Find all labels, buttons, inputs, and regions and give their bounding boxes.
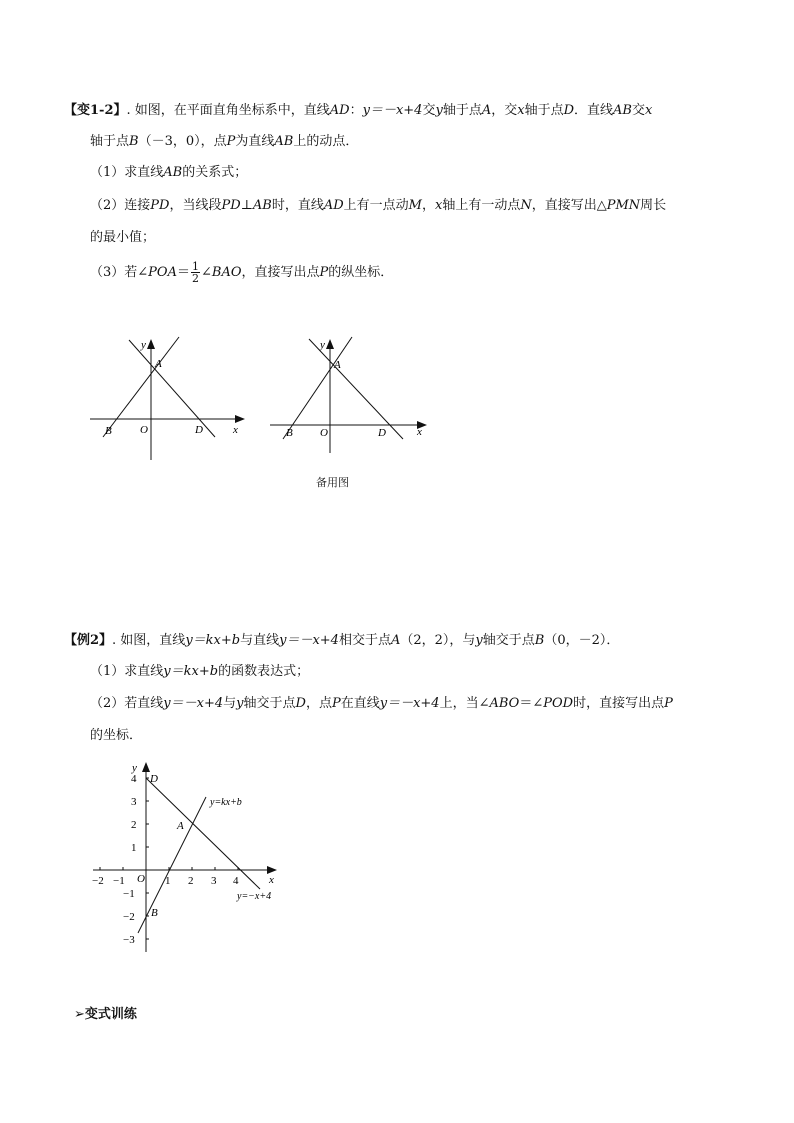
- y-tick-label: −2: [123, 911, 135, 923]
- figure-caption: 备用图: [316, 476, 349, 489]
- problem1-line2: 轴于点B（－3，0），点P为直线AB上的动点．: [90, 134, 359, 149]
- label-A: A: [155, 358, 162, 370]
- label-O: O: [137, 873, 145, 885]
- x-tick-label: 1: [165, 875, 171, 887]
- label-O: O: [320, 427, 328, 439]
- y-tick-label: 4: [131, 773, 137, 785]
- line-y-neg-x-plus-4: [146, 778, 260, 889]
- line-AD: [129, 340, 215, 437]
- label-y: y: [320, 339, 325, 351]
- line-y-kx-plus-b: [138, 797, 206, 933]
- problem2-question-2-cont: 的坐标．: [90, 728, 143, 743]
- label-B: B: [151, 907, 158, 919]
- section-title: 变式训练: [84, 1007, 137, 1022]
- arrow-marker-icon: ➢: [74, 1007, 85, 1022]
- line-AB: [283, 337, 352, 439]
- label-B: B: [286, 427, 293, 439]
- x-tick-label: −2: [92, 875, 104, 887]
- section-heading: [74, 1003, 137, 1022]
- y-tick-label: 3: [131, 796, 137, 808]
- label-x: x: [233, 424, 238, 436]
- x-tick-label: −1: [113, 875, 125, 887]
- label-line-neg-x-plus-4: y=−x+4: [237, 891, 272, 902]
- x-tick-label: 3: [211, 875, 217, 887]
- problem2-question-1: （1）求直线y＝kx+b的函数表达式；: [90, 664, 310, 679]
- y-axis-arrow: [326, 339, 334, 349]
- problem1-figure-main: [85, 335, 255, 465]
- y-axis-arrow: [142, 762, 150, 772]
- problem1-line1: 【变1-2】. 如图，在平面直角坐标系中，直线AD：y＝－x+4交y轴于点A，交x轴于点D．直线AB交x: [64, 103, 653, 118]
- label-line-kx-plus-b: y=kx+b: [210, 797, 242, 808]
- problem2-tag: 【例2】: [64, 633, 113, 648]
- problem2-question-2: （2）若直线y＝－x+4与y轴交于点D，点P在直线y＝－x+4上，当∠ABO＝∠POD时，直接写出点P: [90, 696, 673, 711]
- problem1-question-3: （3）若∠POA＝ $\frac{1}{2}$ ∠BAO，直接写出点P的纵坐标．: [90, 260, 394, 285]
- label-A: A: [334, 359, 341, 371]
- problem2-figure: [85, 760, 305, 960]
- y-tick-label: −1: [123, 888, 135, 900]
- x-tick-label: 4: [233, 875, 239, 887]
- label-x: x: [417, 426, 422, 438]
- label-y: y: [132, 762, 137, 774]
- label-A: A: [177, 820, 184, 832]
- line-AD: [309, 339, 403, 439]
- label-x: x: [269, 874, 274, 886]
- x-tick-labels: [92, 875, 239, 887]
- line-AB: [103, 337, 179, 437]
- problem1-tag: 【变1-2】: [64, 103, 127, 118]
- fraction-half: $\frac{1}{2}$: [191, 260, 199, 285]
- problem1-figure-backup: [265, 335, 435, 465]
- problem1-question-2-cont: 的最小值；: [90, 230, 156, 245]
- problem2-line1: 【例2】. 如图，直线y＝kx+b与直线y＝－x+4相交于点A（2，2），与y轴交于点B（0，－2）．: [64, 633, 620, 648]
- x-axis-arrow: [267, 866, 277, 874]
- problem1-question-1: （1）求直线AB的关系式；: [90, 165, 248, 180]
- x-axis-arrow: [235, 415, 245, 423]
- y-axis-arrow: [147, 339, 155, 349]
- label-D: D: [195, 424, 203, 436]
- label-B: B: [105, 425, 112, 437]
- label-O: O: [140, 424, 148, 436]
- label-y: y: [141, 339, 146, 351]
- x-tick-label: 2: [188, 875, 194, 887]
- label-D: D: [150, 773, 158, 785]
- label-D: D: [378, 427, 386, 439]
- problem1-question-2: （2）连接PD，当线段PD⊥AB时，直线AD上有一点动M，x轴上有一动点N，直接写出△PMN周长: [90, 198, 667, 213]
- y-tick-label: 1: [131, 842, 137, 854]
- y-tick-label: −3: [123, 934, 135, 946]
- y-tick-label: 2: [131, 819, 137, 831]
- y-tick-labels: [123, 773, 137, 946]
